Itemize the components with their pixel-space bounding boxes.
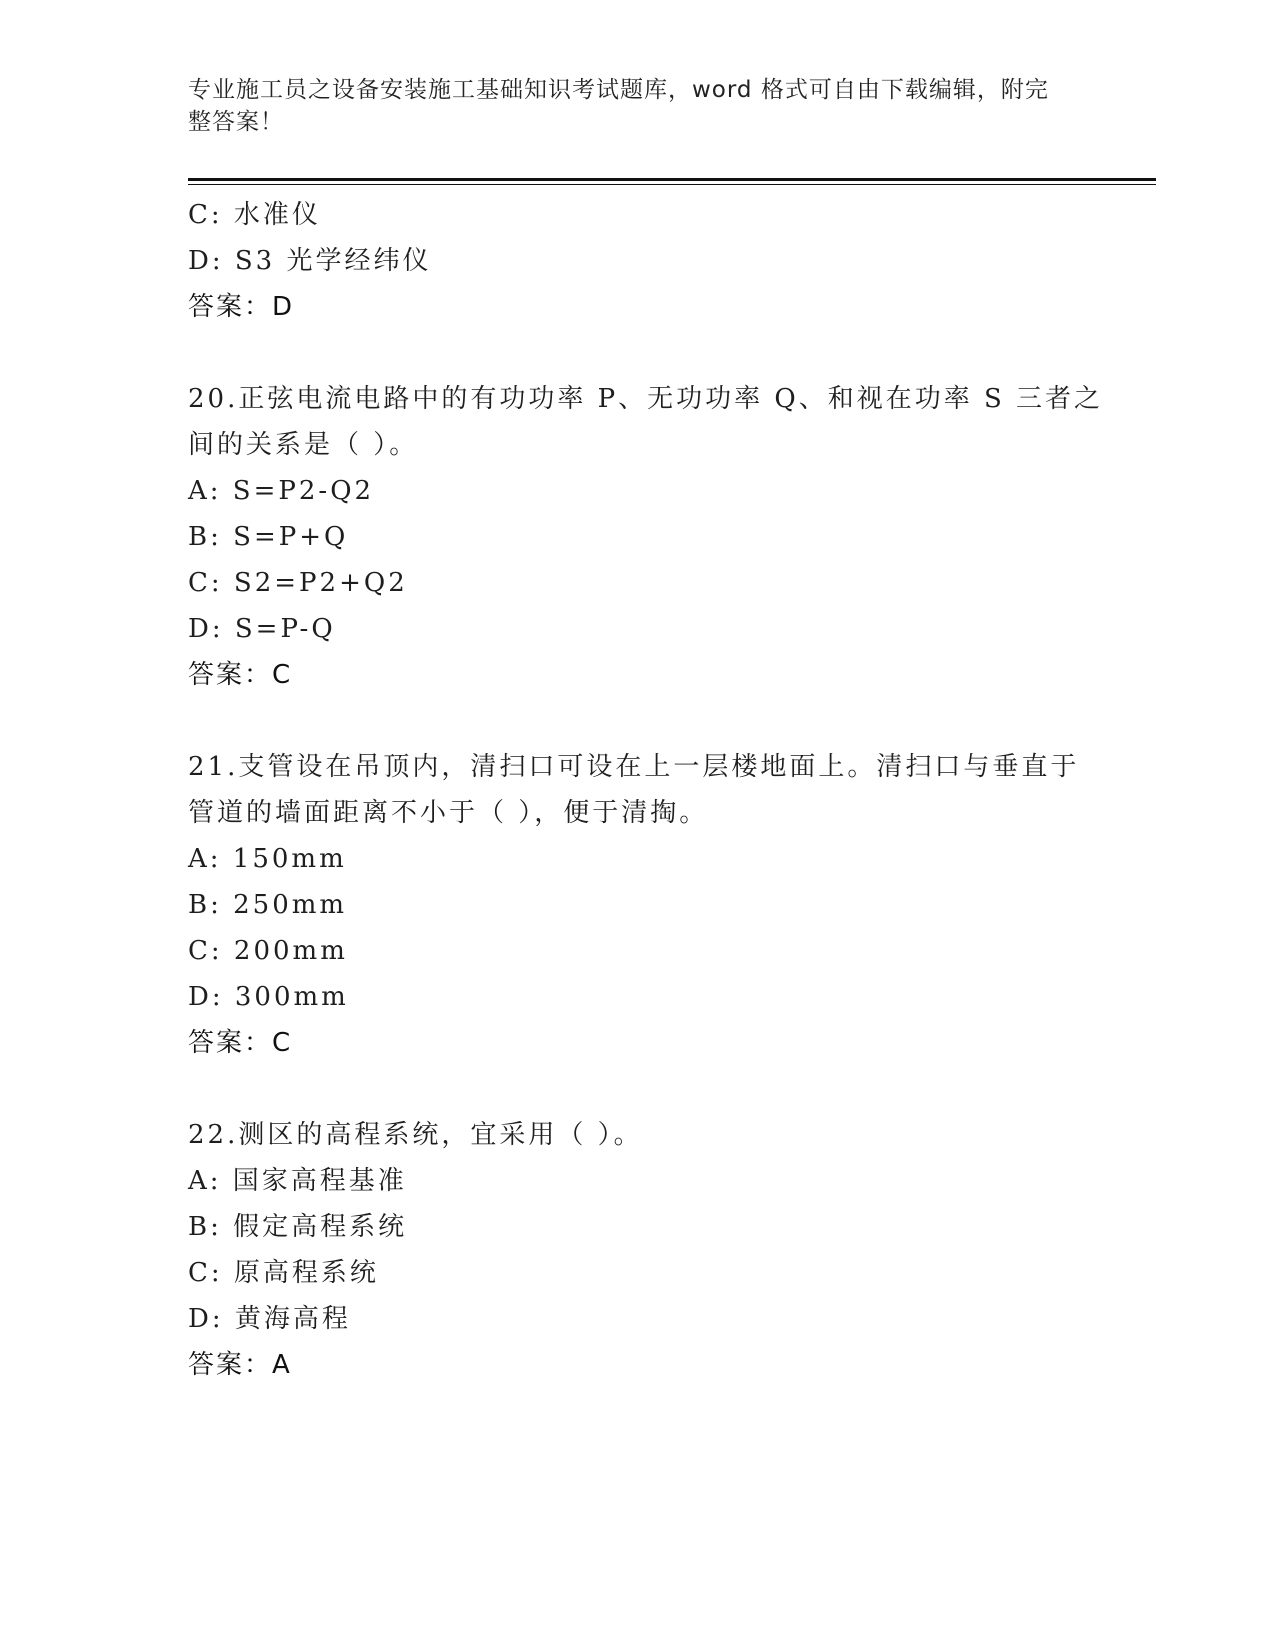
option-d: D: 300mm [188, 982, 349, 1012]
option-a: A: S=P2-Q2 [188, 476, 375, 506]
header-rule-thin [188, 184, 1156, 185]
option-a: A: 150mm [188, 844, 347, 874]
header-line-1: 专业施工员之设备安装施工基础知识考试题库，word 格式可自由下载编辑，附完 [188, 77, 1049, 103]
option-d: D: S=P-Q [188, 614, 336, 644]
question-21 [188, 744, 1088, 1066]
option-c: C: S2=P2+Q2 [188, 568, 408, 598]
spacer [188, 330, 1088, 376]
option-b: B: 假定高程系统 [188, 1212, 408, 1242]
option-c: C: 200mm [188, 936, 348, 966]
question-stem-line-1: 21.支管设在吊顶内，清扫口可设在上一层楼地面上。清扫口与垂直于 [188, 752, 1080, 782]
document-body [188, 192, 1104, 1388]
question-20 [188, 376, 1104, 698]
header-rule-thick [188, 178, 1156, 181]
spacer [188, 698, 1088, 744]
option-b: B: S=P+Q [188, 522, 349, 552]
option-a: A: 国家高程基准 [188, 1166, 407, 1196]
question-stem-line-2: 间的关系是（ ）。 [188, 430, 419, 460]
answer-line: 答案：A [188, 1350, 292, 1380]
answer-line: 答案：C [188, 1028, 293, 1058]
option-b: B: 250mm [188, 890, 348, 920]
option-d: D: 黄海高程 [188, 1304, 351, 1334]
question-stem-line-1: 20.正弦电流电路中的有功功率 P、无功功率 Q、和视在功率 S 三者之 [188, 384, 1104, 414]
question-22 [188, 1112, 1088, 1388]
question-stem-line-2: 管道的墙面距离不小于（ ），便于清掏。 [188, 798, 709, 828]
answer-line: 答案：D [188, 292, 295, 322]
question-19-tail [188, 192, 1088, 330]
option-c: C: 水准仪 [188, 200, 321, 230]
header-line-2: 整答案！ [188, 109, 284, 135]
option-d: D: S3 光学经纬仪 [188, 246, 432, 276]
answer-line: 答案：C [188, 660, 293, 690]
document-header [188, 74, 1078, 138]
question-stem-line-1: 22.测区的高程系统，宜采用（ ）。 [188, 1120, 643, 1150]
option-c: C: 原高程系统 [188, 1258, 379, 1288]
spacer [188, 1066, 1088, 1112]
